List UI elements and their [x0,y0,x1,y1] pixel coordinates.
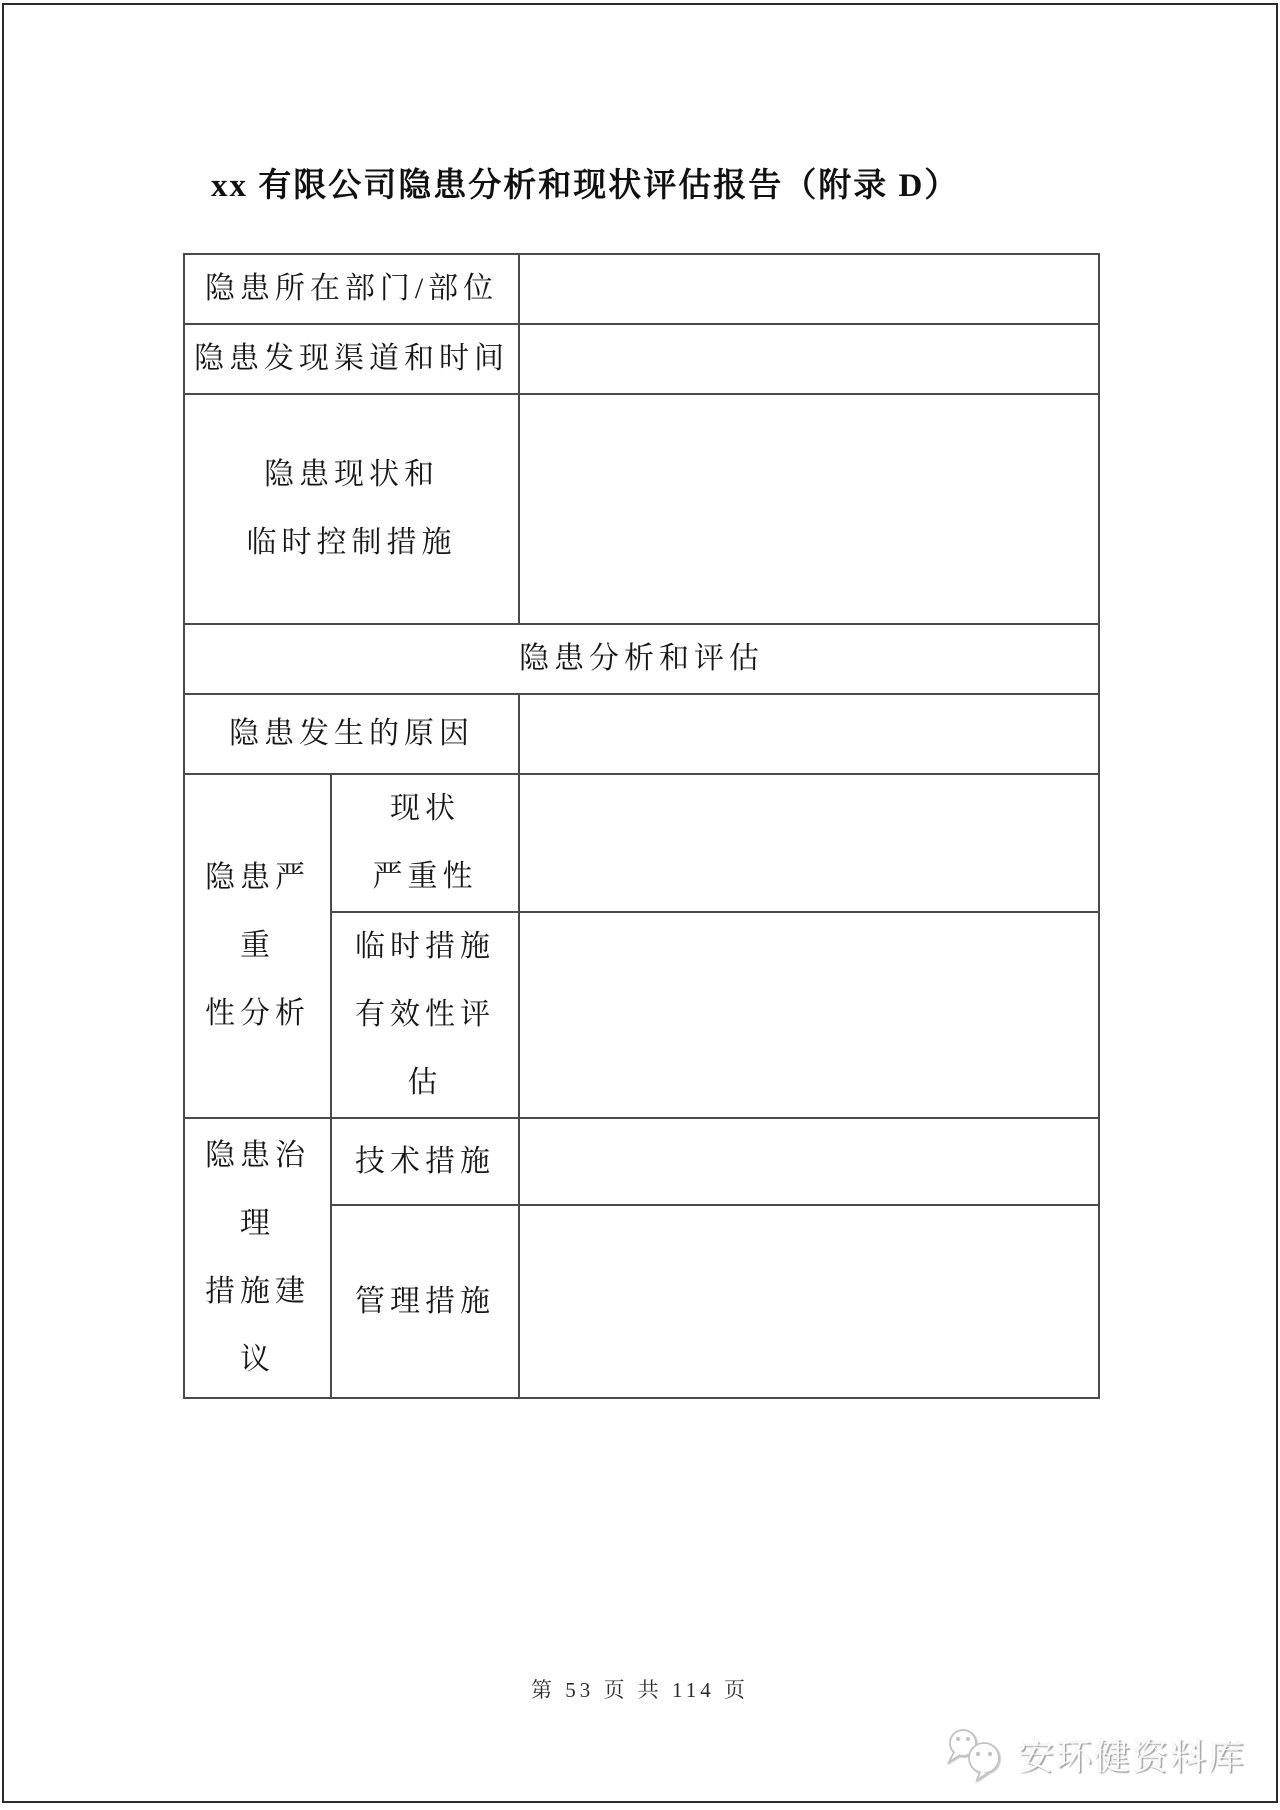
status-label-line: 临时控制措施 [246,526,457,559]
table-row [184,774,1099,912]
discovery-label-cell: 隐患发现渠道和时间 [184,324,519,394]
watermark-label: 安环健资料库 [1017,1736,1246,1777]
table-row [184,624,1099,694]
treatment-group-line: 隐患治 [205,1139,310,1172]
treatment-group-line: 措施建 [205,1275,310,1308]
table-row [184,254,1099,324]
severity-group-line: 性分析 [205,997,310,1030]
table-row [184,694,1099,774]
temp-measures-line: 估 [407,1066,443,1099]
page-title: xx 有限公司隐患分析和现状评估报告（附录 D） [211,168,960,204]
page-number: 第 53 页 共 114 页 [531,1678,749,1702]
department-value-cell [519,254,1099,324]
current-severity-label-cell [331,774,519,912]
chat-bubbles-icon [946,1726,1008,1782]
status-value-cell [519,394,1099,624]
discovery-value-cell [519,324,1099,394]
treatment-group-label-cell [184,1118,331,1398]
table-row [184,1118,1099,1205]
status-label-line: 隐患现状和 [264,458,439,491]
treatment-group-line: 理 [240,1207,275,1240]
department-label-cell: 隐患所在部门/部位 [184,254,519,324]
severity-group-line: 隐患严 [205,861,310,894]
hazard-report-table [183,253,1100,1399]
cause-label-cell: 隐患发生的原因 [184,694,519,774]
temp-measures-line: 有效性评 [355,998,495,1031]
treatment-group-line: 议 [240,1343,275,1376]
current-severity-line: 现状 [390,792,460,825]
current-severity-line: 严重性 [372,860,478,893]
severity-group-label-cell [184,774,331,1118]
technical-measures-value-cell [519,1118,1099,1205]
temp-measures-line: 临时措施 [355,930,495,963]
watermark [946,1726,1246,1782]
temp-measures-label-cell [331,912,519,1118]
table-row [184,394,1099,624]
table-row [184,324,1099,394]
current-severity-value-cell [519,774,1099,912]
temp-measures-value-cell [519,912,1099,1118]
analysis-section-header-cell: 隐患分析和评估 [184,624,1099,694]
status-label-cell [184,394,519,624]
management-measures-value-cell [519,1205,1099,1398]
cause-value-cell [519,694,1099,774]
technical-measures-label-cell: 技术措施 [331,1118,519,1205]
management-measures-label-cell: 管理措施 [331,1205,519,1398]
severity-group-line: 重 [240,929,275,962]
